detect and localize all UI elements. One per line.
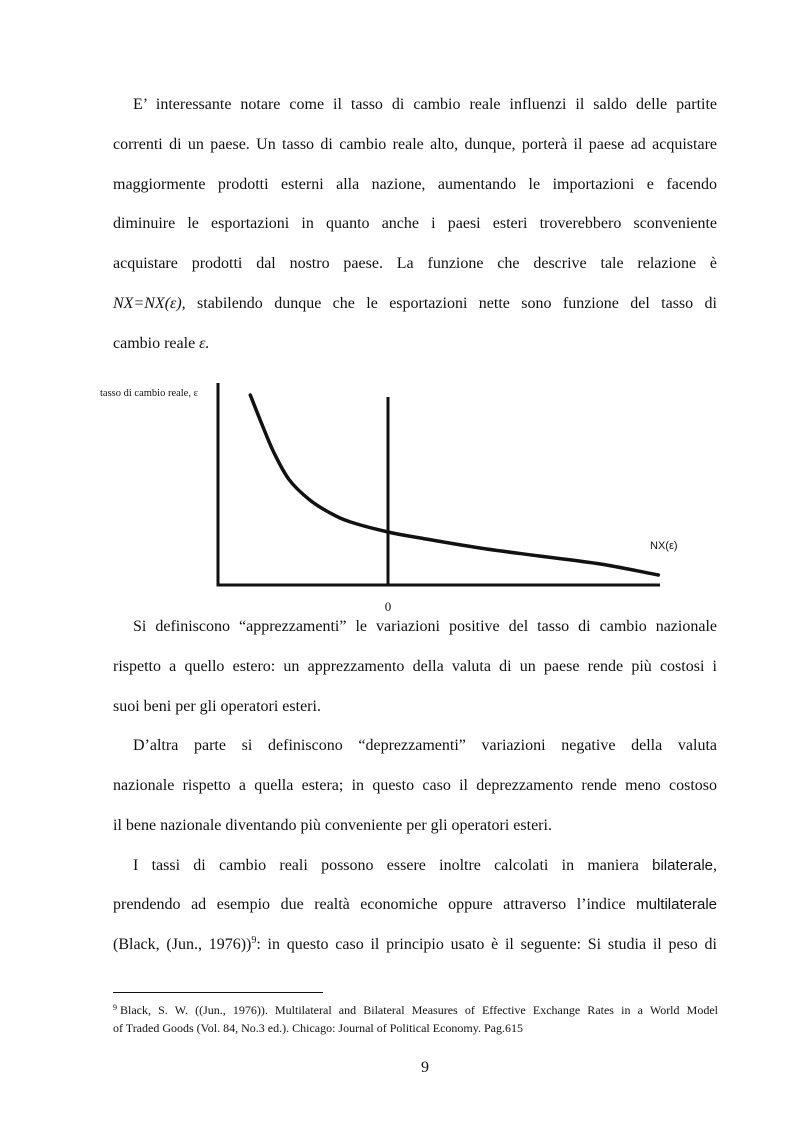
term-multilaterale: multilaterale bbox=[636, 896, 717, 914]
text-segment: , bbox=[713, 856, 717, 874]
text-line: diminuire le esportazioni in quanto anche i paesi esteri troverebbero sconveniente bbox=[113, 215, 717, 233]
page-number: 9 bbox=[421, 1059, 429, 1076]
text-line: E’ interessante notare come il tasso di cambio reale influenzi il saldo delle partite bbox=[133, 96, 717, 113]
paragraph-1 bbox=[113, 85, 717, 363]
text-line: Si definiscono “apprezzamenti” le variazioni positive del tasso di cambio nazionale bbox=[133, 618, 717, 635]
body-text bbox=[113, 607, 717, 965]
text-line: acquistare prodotti dal nostro paese. La funzione che descrive tale relazione è bbox=[113, 255, 717, 272]
x-axis-label: NX(ε) bbox=[650, 540, 678, 552]
text-line: maggiormente prodotti esterni alla nazione, aumentando le importazioni e facendo bbox=[113, 175, 717, 193]
footnote bbox=[113, 1002, 718, 1036]
text-segment: cambio reale bbox=[113, 334, 200, 352]
text-line bbox=[113, 324, 717, 364]
footnote-separator bbox=[113, 992, 323, 993]
text-line: il bene nazionale diventando più conveniente per gli operatori esteri. bbox=[113, 816, 552, 834]
text-line: D’altra parte si definiscono “deprezzamenti” variazioni negative della valuta bbox=[133, 737, 717, 755]
text-segment: prendendo ad esempio due realtà economiche oppure attraverso l’indice bbox=[113, 896, 637, 914]
text-line: nazionale rispetto a quella estera; in questo caso il deprezzamento rende meno costoso bbox=[113, 777, 717, 794]
footnote-text: Black, S. W. ((Jun., 1976)). Multilateral and Bilateral Measures of Effective Exchange Rates in a World Model bbox=[120, 1003, 718, 1017]
citation: (Black, (Jun., 1976)) bbox=[113, 936, 252, 953]
text-line bbox=[113, 284, 717, 324]
footnote-ref: 9 bbox=[251, 935, 257, 946]
formula-nx: NX=NX(ε), bbox=[113, 294, 186, 312]
text-segment: I tassi di cambio reali possono essere inoltre calcolati in maniera bbox=[133, 856, 653, 874]
footnote-marker: 9 bbox=[113, 1003, 117, 1012]
footnote-line: of Traded Goods (Vol. 84, No.3 ed.). Chicago: Journal of Political Economy. Pag.615 bbox=[113, 1021, 523, 1035]
text-line: correnti di un paese. Un tasso di cambio reale alto, dunque, porterà il paese ad acquistare bbox=[113, 135, 717, 153]
term-bilaterale: bilaterale bbox=[652, 856, 713, 874]
nx-curve bbox=[250, 395, 658, 575]
footnote-line bbox=[113, 1002, 718, 1020]
text-segment: : in questo caso il principio usato è il seguente: Si studia il peso di bbox=[256, 936, 717, 953]
text-line bbox=[113, 846, 717, 886]
y-axis-label: tasso di cambio reale, ε bbox=[100, 388, 199, 399]
text-line: suoi beni per gli operatori esteri. bbox=[113, 697, 321, 715]
epsilon-symbol: ε. bbox=[199, 334, 210, 352]
text-line: rispetto a quello estero: un apprezzamento della valuta di un paese rende più costosi i bbox=[113, 657, 717, 675]
nx-exchange-rate-chart bbox=[0, 370, 794, 620]
text-line bbox=[113, 925, 717, 965]
text-line bbox=[113, 885, 717, 925]
x-tick-label: 0 bbox=[384, 599, 392, 614]
text-segment: stabilendo dunque che le esportazioni nette sono funzione del tasso di bbox=[185, 294, 717, 312]
